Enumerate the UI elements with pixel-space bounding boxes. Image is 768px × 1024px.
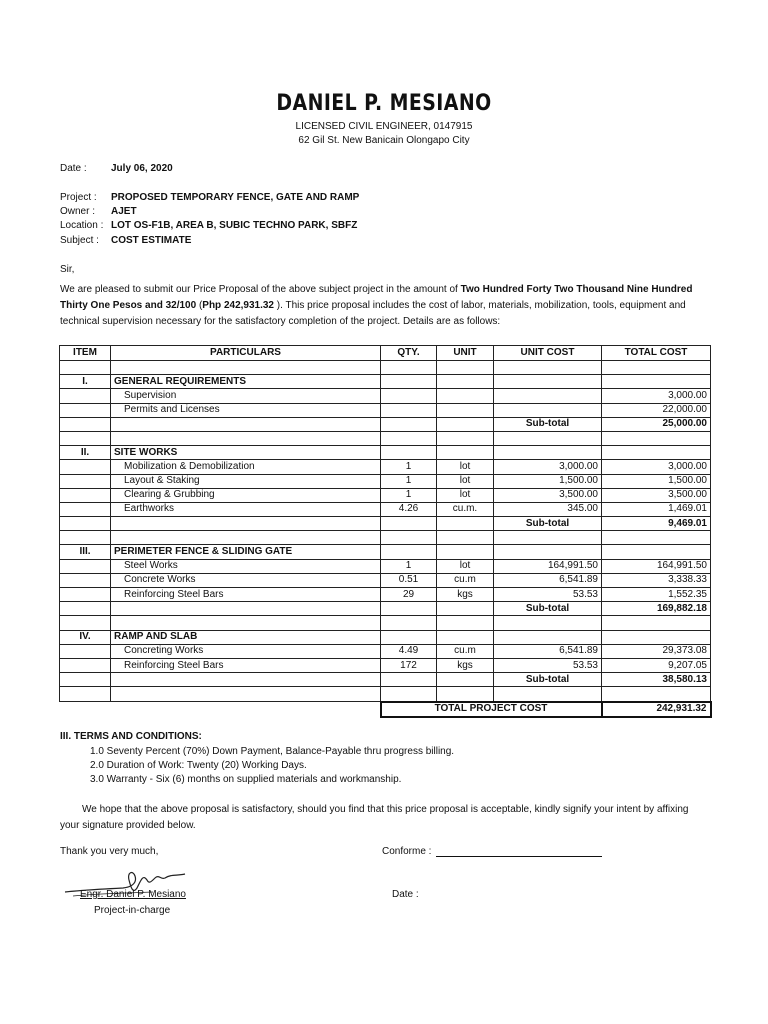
table-cell <box>494 687 602 702</box>
row-total: 1,500.00 <box>602 474 711 488</box>
table-cell <box>60 389 111 403</box>
table-cell <box>60 644 111 658</box>
table-cell <box>602 630 711 644</box>
table-cell <box>381 545 437 559</box>
row-total: 164,991.50 <box>602 559 711 573</box>
table-cell <box>60 658 111 672</box>
row-unit-cost: 6,541.89 <box>494 644 602 658</box>
table-cell <box>381 417 437 431</box>
table-cell <box>602 531 711 545</box>
subtotal-label: Sub-total <box>494 517 602 531</box>
header-qty: QTY. <box>381 346 437 361</box>
table-cell <box>602 545 711 559</box>
table-cell <box>111 602 381 616</box>
table-cell <box>381 375 437 389</box>
table-row <box>60 502 711 516</box>
table-subtotal-row <box>60 417 711 431</box>
table-cell <box>381 630 437 644</box>
table-cell <box>60 687 111 702</box>
project-label: Project : <box>60 192 97 203</box>
terms-item: 1.0 Seventy Percent (70%) Down Payment, Balance-Payable thru progress billing. <box>90 746 455 757</box>
subtotal-value: 38,580.13 <box>602 673 711 687</box>
intro-text-a: We are pleased to submit our Price Proposal of the above subject project in the amount of <box>60 284 461 295</box>
row-unit-cost: 164,991.50 <box>494 559 602 573</box>
table-subtotal-row <box>60 673 711 687</box>
table-row <box>60 658 711 672</box>
table-row <box>60 460 711 474</box>
section-title: PERIMETER FENCE & SLIDING GATE <box>111 545 381 559</box>
row-qty: 4.26 <box>381 502 437 516</box>
row-total: 1,469.01 <box>602 502 711 516</box>
table-cell <box>60 673 111 687</box>
table-row <box>60 573 711 587</box>
section-number: I. <box>60 375 111 389</box>
table-cell <box>437 630 494 644</box>
table-cell <box>111 531 381 545</box>
terms-item: 3.0 Warranty - Six (6) months on supplied materials and workmanship. <box>90 774 402 785</box>
table-cell <box>381 531 437 545</box>
thanks-text: Thank you very much, <box>60 846 159 857</box>
row-unit-cost <box>494 403 602 417</box>
table-cell <box>60 702 111 717</box>
table-blank-row <box>60 687 711 702</box>
table-cell <box>60 361 111 375</box>
table-cell <box>381 673 437 687</box>
table-cell <box>381 431 437 445</box>
row-unit: lot <box>437 488 494 502</box>
row-qty: 29 <box>381 588 437 602</box>
owner-label: Owner : <box>60 206 96 217</box>
table-cell <box>494 616 602 630</box>
conforme-signature-line[interactable] <box>436 856 602 857</box>
row-unit-cost: 1,500.00 <box>494 474 602 488</box>
table-cell <box>60 588 111 602</box>
row-qty <box>381 403 437 417</box>
row-particular: Mobilization & Demobilization <box>111 460 381 474</box>
intro-amount-words: Two Hundred Forty Two Thousand Nine Hundred Thirty One Pesos and 32/100 <box>60 284 693 311</box>
cost-estimate-table <box>59 345 712 718</box>
row-unit: kgs <box>437 588 494 602</box>
terms-heading: III. TERMS AND CONDITIONS: <box>60 731 202 742</box>
row-particular: Reinforcing Steel Bars <box>111 658 381 672</box>
row-particular: Layout & Staking <box>111 474 381 488</box>
header-total-cost: TOTAL COST <box>602 346 711 361</box>
table-section-row <box>60 375 711 389</box>
table-subtotal-row <box>60 517 711 531</box>
table-header-row <box>60 346 711 361</box>
table-cell <box>60 573 111 587</box>
location-label: Location : <box>60 220 104 231</box>
table-blank-row <box>60 361 711 375</box>
row-unit-cost: 53.53 <box>494 588 602 602</box>
row-total: 3,000.00 <box>602 389 711 403</box>
date-value: July 06, 2020 <box>111 163 173 174</box>
row-qty: 4.49 <box>381 644 437 658</box>
table-cell <box>60 502 111 516</box>
table-cell <box>494 531 602 545</box>
table-cell <box>437 417 494 431</box>
intro-text-b: ( <box>196 300 203 311</box>
row-total: 22,000.00 <box>602 403 711 417</box>
table-cell <box>602 361 711 375</box>
table-cell <box>602 446 711 460</box>
table-cell <box>602 375 711 389</box>
row-qty: 172 <box>381 658 437 672</box>
table-cell <box>381 517 437 531</box>
row-unit: cu.m <box>437 573 494 587</box>
letterhead-address: 62 Gil St. New Banicain Olongapo City <box>298 135 470 146</box>
intro-text-c: ). This price proposal includes the cost of labor, materials, mobilization, tools, equipment and technical supervision necessary for the satisfactory completion of the project. Details are as follows: <box>60 300 686 327</box>
table-cell <box>60 460 111 474</box>
header-particulars: PARTICULARS <box>111 346 381 361</box>
row-total: 9,207.05 <box>602 658 711 672</box>
row-unit: kgs <box>437 658 494 672</box>
row-total: 1,552.35 <box>602 588 711 602</box>
table-cell <box>437 602 494 616</box>
header-unit: UNIT <box>437 346 494 361</box>
row-particular: Reinforcing Steel Bars <box>111 588 381 602</box>
table-row <box>60 588 711 602</box>
signature-date-label: Date : <box>392 889 419 900</box>
table-cell <box>381 687 437 702</box>
table-cell <box>437 375 494 389</box>
table-cell <box>60 602 111 616</box>
table-cell <box>111 417 381 431</box>
row-total: 3,000.00 <box>602 460 711 474</box>
subtotal-value: 25,000.00 <box>602 417 711 431</box>
table-cell <box>437 545 494 559</box>
intro-amount-number: Php 242,931.32 <box>202 300 274 311</box>
table-cell <box>60 403 111 417</box>
row-particular: Concreting Works <box>111 644 381 658</box>
row-particular: Steel Works <box>111 559 381 573</box>
row-unit: lot <box>437 460 494 474</box>
row-unit: lot <box>437 474 494 488</box>
letterhead-name: DANIEL P. MESIANO <box>276 91 492 116</box>
table-cell <box>381 446 437 460</box>
table-blank-row <box>60 531 711 545</box>
table-cell <box>111 702 381 717</box>
row-particular: Permits and Licenses <box>111 403 381 417</box>
row-particular: Clearing & Grubbing <box>111 488 381 502</box>
location-value: LOT OS-F1B, AREA B, SUBIC TECHNO PARK, SBFZ <box>111 220 358 231</box>
table-blank-row <box>60 616 711 630</box>
table-total-row <box>60 702 711 717</box>
row-unit <box>437 389 494 403</box>
row-qty: 1 <box>381 474 437 488</box>
subtotal-label: Sub-total <box>494 417 602 431</box>
table-cell <box>111 431 381 445</box>
table-cell <box>494 431 602 445</box>
table-cell <box>437 531 494 545</box>
table-blank-row <box>60 431 711 445</box>
row-unit <box>437 403 494 417</box>
owner-value: AJET <box>111 206 137 217</box>
table-cell <box>381 602 437 616</box>
table-row <box>60 559 711 573</box>
table-cell <box>60 431 111 445</box>
subtotal-label: Sub-total <box>494 602 602 616</box>
subtotal-value: 9,469.01 <box>602 517 711 531</box>
header-item: ITEM <box>60 346 111 361</box>
project-value: PROPOSED TEMPORARY FENCE, GATE AND RAMP <box>111 192 360 203</box>
row-unit-cost: 345.00 <box>494 502 602 516</box>
table-cell <box>437 431 494 445</box>
table-cell <box>60 488 111 502</box>
total-project-cost-value: 242,931.32 <box>602 702 711 717</box>
table-cell <box>494 361 602 375</box>
table-cell <box>60 417 111 431</box>
section-title: RAMP AND SLAB <box>111 630 381 644</box>
table-cell <box>494 446 602 460</box>
signer-role: Project-in-charge <box>94 905 171 916</box>
section-number: II. <box>60 446 111 460</box>
row-qty: 0.51 <box>381 573 437 587</box>
section-number: IV. <box>60 630 111 644</box>
table-cell <box>60 559 111 573</box>
table-cell <box>494 375 602 389</box>
row-qty <box>381 389 437 403</box>
table-cell <box>437 616 494 630</box>
row-unit-cost: 53.53 <box>494 658 602 672</box>
subtotal-value: 169,882.18 <box>602 602 711 616</box>
table-cell <box>602 687 711 702</box>
intro-paragraph <box>60 282 710 330</box>
table-cell <box>111 517 381 531</box>
table-cell <box>494 545 602 559</box>
row-total: 3,500.00 <box>602 488 711 502</box>
table-cell <box>437 361 494 375</box>
table-cell <box>111 673 381 687</box>
salutation: Sir, <box>60 264 75 275</box>
row-qty: 1 <box>381 559 437 573</box>
table-section-row <box>60 545 711 559</box>
table-cell <box>437 673 494 687</box>
table-cell <box>111 616 381 630</box>
date-label: Date : <box>60 163 87 174</box>
row-qty: 1 <box>381 488 437 502</box>
row-unit-cost <box>494 389 602 403</box>
table-section-row <box>60 630 711 644</box>
terms-item: 2.0 Duration of Work: Twenty (20) Working Days. <box>90 760 307 771</box>
signer-name: Engr. Daniel P. Mesiano <box>80 889 186 900</box>
closing-paragraph: We hope that the above proposal is satisfactory, should you find that this price proposal is acceptable, kindly signify your intent by affixing your signature provided below. <box>60 804 689 831</box>
table-cell <box>60 517 111 531</box>
table-cell <box>60 474 111 488</box>
table-cell <box>437 446 494 460</box>
table-cell <box>60 531 111 545</box>
table-row <box>60 488 711 502</box>
row-particular: Earthworks <box>111 502 381 516</box>
section-title: GENERAL REQUIREMENTS <box>111 375 381 389</box>
table-row <box>60 389 711 403</box>
table-cell <box>494 630 602 644</box>
row-unit-cost: 6,541.89 <box>494 573 602 587</box>
row-qty: 1 <box>381 460 437 474</box>
table-row <box>60 644 711 658</box>
subject-value: COST ESTIMATE <box>111 235 192 246</box>
table-section-row <box>60 446 711 460</box>
row-particular: Supervision <box>111 389 381 403</box>
subject-label: Subject : <box>60 235 99 246</box>
table-cell <box>381 616 437 630</box>
row-unit: cu.m <box>437 644 494 658</box>
subtotal-label: Sub-total <box>494 673 602 687</box>
table-cell <box>381 361 437 375</box>
table-cell <box>602 431 711 445</box>
table-cell <box>60 616 111 630</box>
row-unit-cost: 3,500.00 <box>494 488 602 502</box>
total-project-cost-label: TOTAL PROJECT COST <box>381 702 602 717</box>
section-title: SITE WORKS <box>111 446 381 460</box>
row-unit-cost: 3,000.00 <box>494 460 602 474</box>
table-cell <box>111 361 381 375</box>
row-unit: lot <box>437 559 494 573</box>
row-unit: cu.m. <box>437 502 494 516</box>
table-cell <box>437 687 494 702</box>
header-unit-cost: UNIT COST <box>494 346 602 361</box>
row-particular: Concrete Works <box>111 573 381 587</box>
row-total: 3,338.33 <box>602 573 711 587</box>
conforme-label: Conforme : <box>382 846 432 857</box>
row-total: 29,373.08 <box>602 644 711 658</box>
table-cell <box>437 517 494 531</box>
section-number: III. <box>60 545 111 559</box>
letterhead-license: LICENSED CIVIL ENGINEER, 0147915 <box>295 121 473 132</box>
table-subtotal-row <box>60 602 711 616</box>
table-cell <box>111 687 381 702</box>
table-cell <box>602 616 711 630</box>
table-row <box>60 403 711 417</box>
table-row <box>60 474 711 488</box>
